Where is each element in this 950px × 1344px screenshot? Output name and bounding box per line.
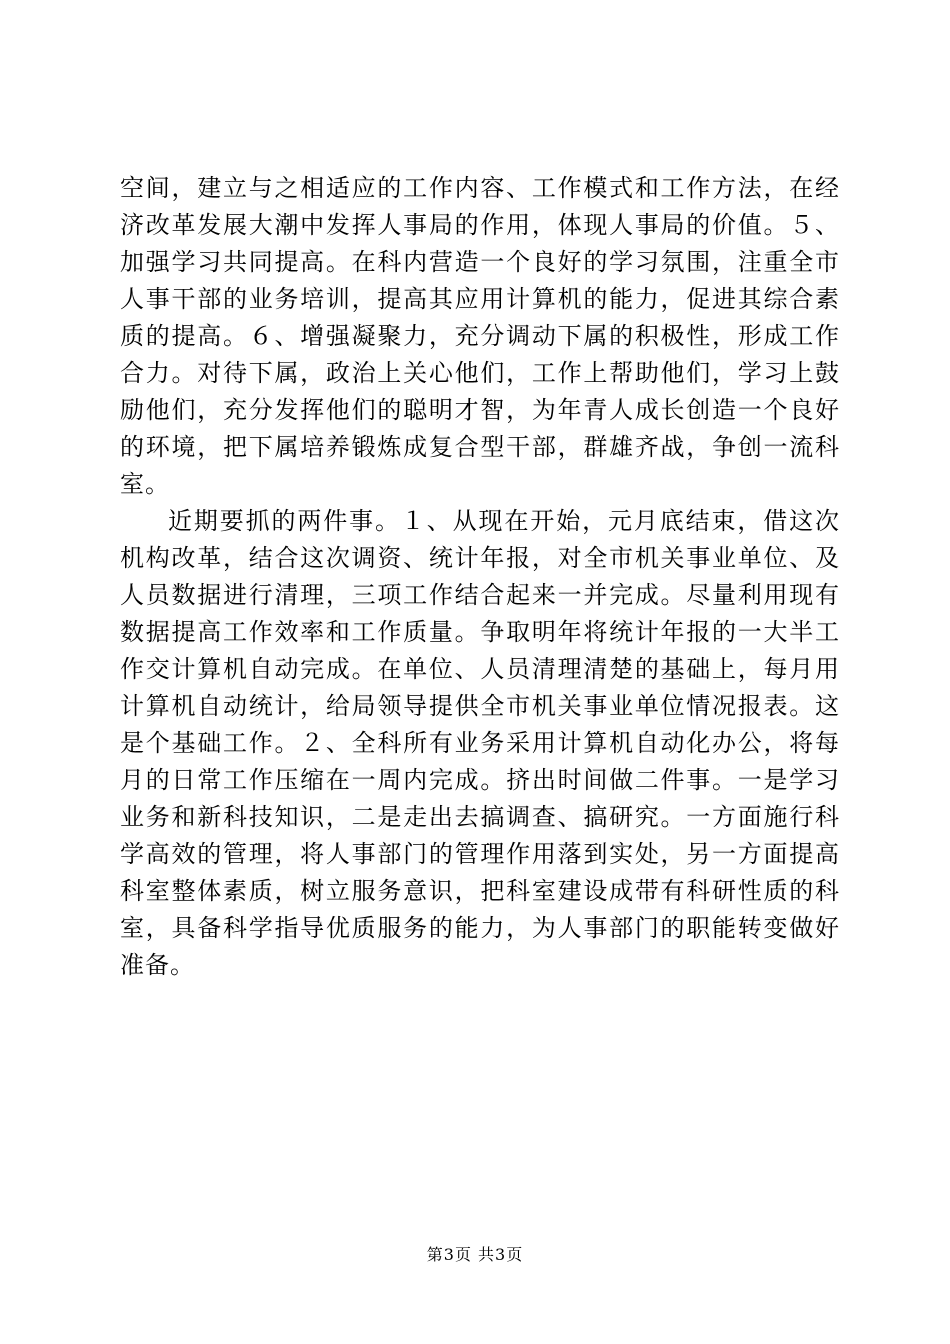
paragraph-continued: 空间，建立与之相适应的工作内容、工作模式和工作方法，在经济改革发展大潮中发挥人事局的作用，体现人事局的价值。５、加强学习共同提高。在科内营造一个良好的学习氛围，注重全市人事干部的业务培训，提高其应用计算机的能力，促进其综合素质的提高。６、增强凝聚力，充分调动下属的积极性，形成工作合力。对待下属，政治上关心他们，工作上帮助他们，学习上鼓励他们，充分发挥他们的聪明才智，为年青人成长创造一个良好的环境，把下属培养锻炼成复合型干部，群雄齐战，争创一流科室。 bbox=[120, 174, 840, 498]
document-body bbox=[120, 170, 840, 984]
paragraph-near-term-tasks: 近期要抓的两件事。１、从现在开始，元月底结束，借这次机构改革，结合这次调资、统计年报，对全市机关事业单位、及人员数据进行清理，三项工作结合起来一并完成。尽量利用现有数据提高工作效率和工作质量。争取明年将统计年报的一大半工作交计算机自动完成。在单位、人员清理清楚的基础上，每月用计算机自动统计，给局领导提供全市机关事业单位情况报表。这是个基础工作。２、全科所有业务采用计算机自动化办公，将每月的日常工作压缩在一周内完成。挤出时间做二件事。一是学习业务和新科技知识，二是走出去搞调查、搞研究。一方面施行科学高效的管理，将人事部门的管理作用落到实处，另一方面提高科室整体素质，树立服务意识，把科室建设成带有科研性质的科室，具备科学指导优质服务的能力，为人事部门的职能转变做好准备。 bbox=[120, 507, 840, 979]
page-number-footer: 第3页 共3页 bbox=[426, 1245, 524, 1264]
